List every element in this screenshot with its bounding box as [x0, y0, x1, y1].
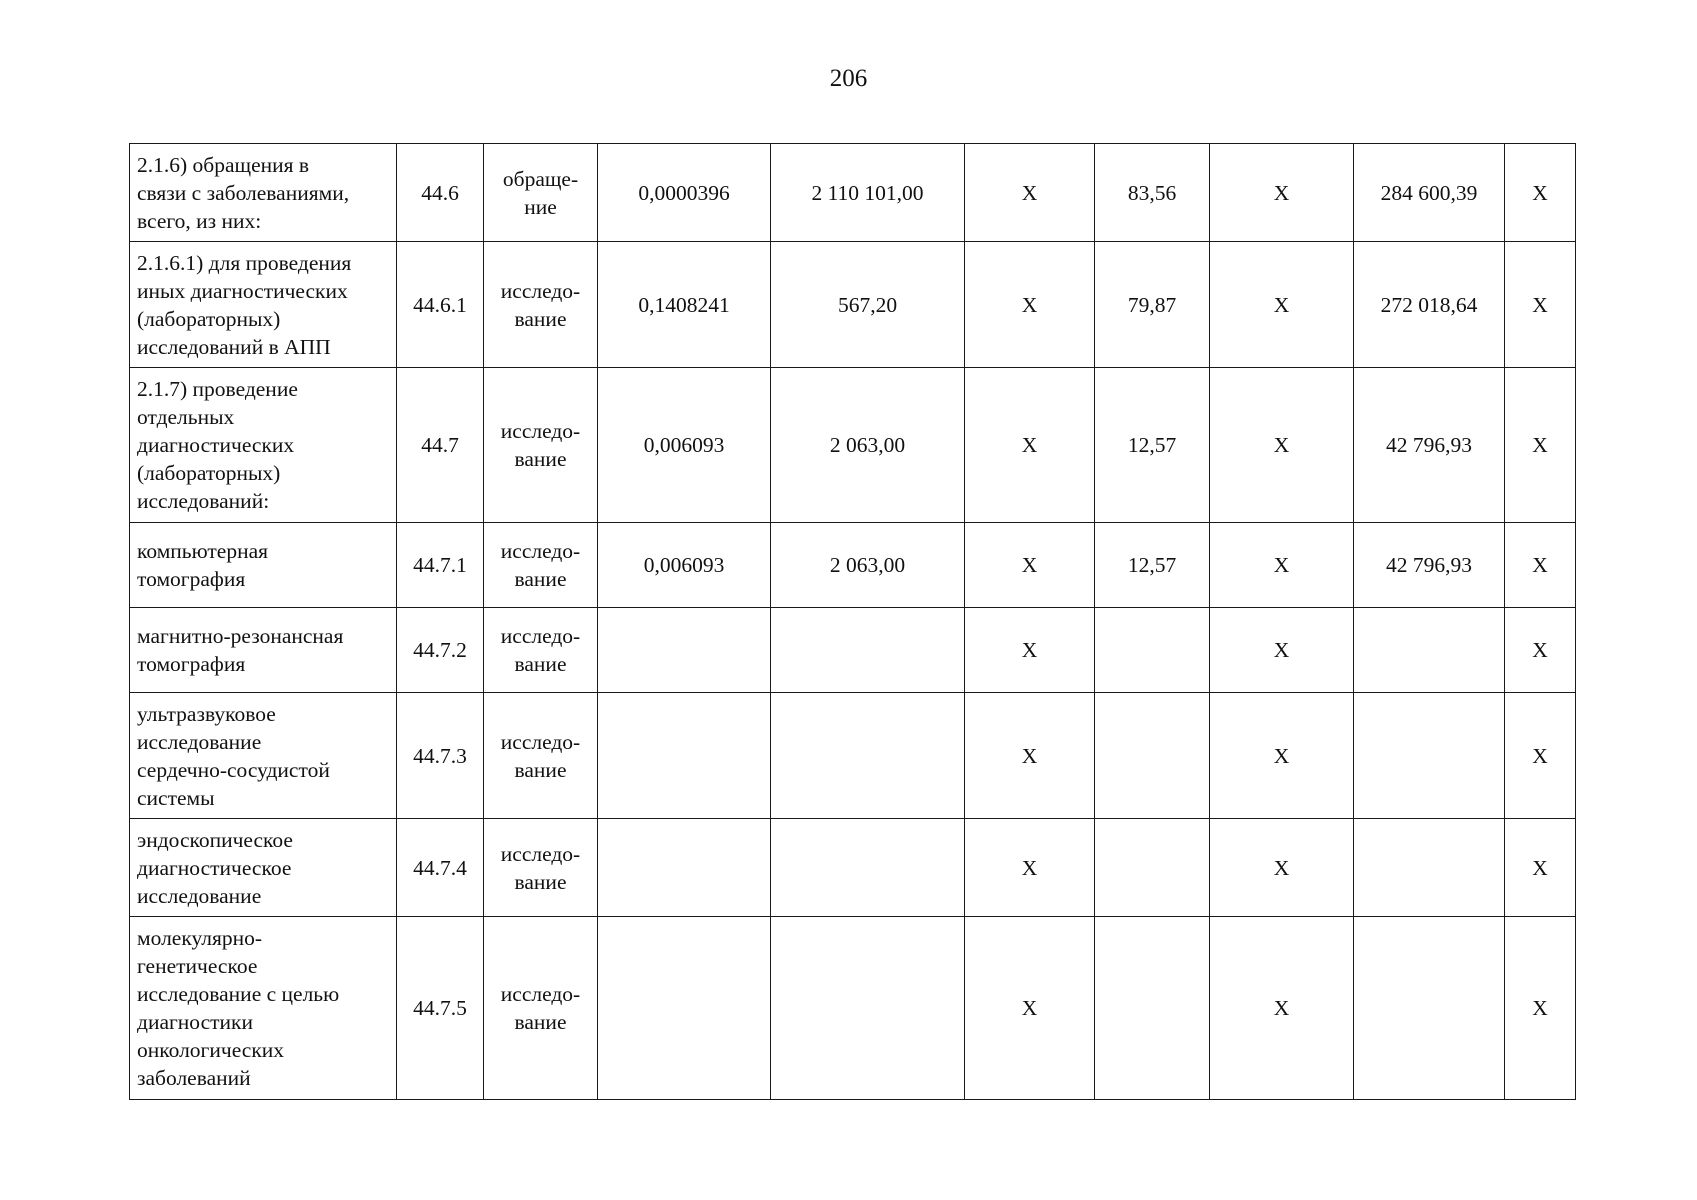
row-unit-cell: [484, 819, 598, 917]
row-col4-cell: [598, 693, 771, 819]
row-code-cell: 44.7.4: [397, 819, 484, 917]
row-col5-cell: 2 063,00: [771, 368, 965, 523]
row-name-cell: [130, 608, 397, 693]
row-unit-cell: [484, 523, 598, 608]
row-name-line: исследование: [137, 883, 262, 908]
row-col10-cell: X: [1505, 917, 1576, 1100]
row-col7-cell: [1095, 608, 1210, 693]
row-name-cell: [130, 917, 397, 1100]
row-col8-cell: X: [1210, 144, 1354, 242]
table-row: [130, 144, 1576, 242]
row-col6-cell: X: [965, 368, 1095, 523]
row-unit-line: вание: [514, 652, 567, 676]
row-unit-line: исследо-: [500, 539, 581, 563]
row-name-line: эндоскопическое: [137, 827, 293, 852]
row-name-line: иных диагностических: [137, 278, 348, 303]
row-name-line: томография: [137, 652, 246, 676]
row-name-cell: [130, 368, 397, 523]
row-col7-cell: 83,56: [1095, 144, 1210, 242]
table-row: [130, 523, 1576, 608]
row-col9-cell: [1354, 608, 1505, 693]
row-name-line: (лабораторных): [137, 306, 281, 331]
row-name-line: связи с заболеваниями,: [137, 180, 350, 205]
row-col4-cell: 0,0000396: [598, 144, 771, 242]
data-table: [129, 143, 1576, 1100]
row-col5-cell: 2 110 101,00: [771, 144, 965, 242]
row-col5-cell: [771, 917, 965, 1100]
row-name-line: сердечно-сосудистой: [137, 757, 330, 782]
row-code-cell: 44.7.2: [397, 608, 484, 693]
row-col9-cell: [1354, 819, 1505, 917]
row-code-cell: 44.7: [397, 368, 484, 523]
row-name-line: диагностики: [137, 1010, 253, 1034]
row-col7-cell: 12,57: [1095, 368, 1210, 523]
row-unit-line: исследо-: [500, 729, 581, 754]
row-col8-cell: X: [1210, 608, 1354, 693]
table-row: [130, 917, 1576, 1100]
row-col4-cell: [598, 917, 771, 1100]
row-name-line: 2.1.6) обращения в: [137, 152, 310, 177]
row-col5-cell: 567,20: [771, 242, 965, 368]
row-name-line: заболеваний: [137, 1066, 251, 1090]
row-col7-cell: 12,57: [1095, 523, 1210, 608]
row-unit-cell: [484, 368, 598, 523]
row-unit-line: вание: [514, 869, 567, 894]
row-col8-cell: X: [1210, 917, 1354, 1100]
row-code-cell: 44.7.1: [397, 523, 484, 608]
row-col5-cell: [771, 693, 965, 819]
row-code-cell: 44.7.5: [397, 917, 484, 1100]
row-col10-cell: X: [1505, 608, 1576, 693]
row-col5-cell: [771, 819, 965, 917]
row-name-line: магнитно-резонансная: [137, 624, 344, 648]
row-col6-cell: X: [965, 693, 1095, 819]
row-name-line: исследование с целью: [137, 982, 340, 1006]
row-col6-cell: X: [965, 144, 1095, 242]
row-col10-cell: X: [1505, 144, 1576, 242]
row-unit-line: вание: [514, 757, 567, 782]
row-name-line: (лабораторных): [137, 461, 281, 485]
row-col6-cell: X: [965, 608, 1095, 693]
row-col10-cell: X: [1505, 368, 1576, 523]
row-name-line: 2.1.7) проведение: [137, 377, 298, 401]
table-row: [130, 819, 1576, 917]
row-col4-cell: 0,1408241: [598, 242, 771, 368]
row-col8-cell: X: [1210, 368, 1354, 523]
row-col4-cell: 0,006093: [598, 523, 771, 608]
page-number: 206: [829, 65, 868, 92]
row-name-line: отдельных: [137, 405, 235, 429]
table-body: [130, 144, 1576, 1100]
row-name-line: генетическое: [137, 954, 258, 978]
row-col8-cell: X: [1210, 242, 1354, 368]
row-unit-line: вание: [514, 306, 567, 331]
row-unit-line: исследо-: [500, 278, 581, 303]
row-col8-cell: X: [1210, 819, 1354, 917]
row-col10-cell: X: [1505, 693, 1576, 819]
row-col10-cell: X: [1505, 819, 1576, 917]
row-col5-cell: 2 063,00: [771, 523, 965, 608]
row-name-line: диагностических: [137, 433, 295, 457]
table-row: [130, 242, 1576, 368]
row-col7-cell: 79,87: [1095, 242, 1210, 368]
row-col6-cell: X: [965, 242, 1095, 368]
table-row: [130, 368, 1576, 523]
row-col8-cell: X: [1210, 693, 1354, 819]
row-col10-cell: X: [1505, 523, 1576, 608]
row-col10-cell: X: [1505, 242, 1576, 368]
row-col4-cell: 0,006093: [598, 368, 771, 523]
row-code-cell: 44.6.1: [397, 242, 484, 368]
row-unit-cell: [484, 242, 598, 368]
row-col9-cell: 272 018,64: [1354, 242, 1505, 368]
row-name-line: диагностическое: [137, 855, 292, 880]
row-name-line: молекулярно-: [137, 926, 263, 950]
row-col4-cell: [598, 819, 771, 917]
row-col7-cell: [1095, 819, 1210, 917]
row-col6-cell: X: [965, 819, 1095, 917]
row-name-line: всего, из них:: [137, 208, 262, 233]
row-name-cell: [130, 693, 397, 819]
row-col7-cell: [1095, 917, 1210, 1100]
row-unit-line: ние: [524, 194, 557, 219]
row-unit-line: исследо-: [500, 841, 581, 866]
row-name-line: исследование: [137, 729, 262, 754]
row-code-cell: 44.7.3: [397, 693, 484, 819]
row-unit-line: исследо-: [500, 982, 581, 1006]
row-col9-cell: 42 796,93: [1354, 523, 1505, 608]
row-unit-line: вание: [514, 447, 567, 471]
row-col6-cell: X: [965, 523, 1095, 608]
row-unit-line: исследо-: [500, 624, 581, 648]
row-unit-cell: [484, 917, 598, 1100]
row-name-line: онкологических: [137, 1038, 285, 1062]
row-col9-cell: 284 600,39: [1354, 144, 1505, 242]
row-name-line: компьютерная: [137, 539, 269, 563]
row-name-line: исследований в АПП: [137, 334, 331, 359]
row-col8-cell: X: [1210, 523, 1354, 608]
row-unit-line: исследо-: [500, 419, 581, 443]
row-name-line: исследований:: [137, 489, 270, 513]
row-unit-line: вание: [514, 1010, 567, 1034]
row-unit-cell: [484, 693, 598, 819]
row-col9-cell: [1354, 917, 1505, 1100]
row-col6-cell: X: [965, 917, 1095, 1100]
row-name-line: ультразвуковое: [137, 701, 276, 726]
row-code-cell: 44.6: [397, 144, 484, 242]
row-name-cell: [130, 523, 397, 608]
row-name-cell: [130, 242, 397, 368]
row-name-line: 2.1.6.1) для проведения: [137, 250, 352, 275]
row-name-line: томография: [137, 567, 246, 591]
row-unit-line: обраще-: [502, 166, 579, 191]
row-col5-cell: [771, 608, 965, 693]
row-col9-cell: 42 796,93: [1354, 368, 1505, 523]
row-name-cell: [130, 144, 397, 242]
row-unit-cell: [484, 608, 598, 693]
table-row: [130, 693, 1576, 819]
row-col7-cell: [1095, 693, 1210, 819]
row-unit-line: вание: [514, 567, 567, 591]
row-col9-cell: [1354, 693, 1505, 819]
row-col4-cell: [598, 608, 771, 693]
row-name-cell: [130, 819, 397, 917]
row-unit-cell: [484, 144, 598, 242]
table-row: [130, 608, 1576, 693]
row-name-line: системы: [137, 785, 215, 810]
